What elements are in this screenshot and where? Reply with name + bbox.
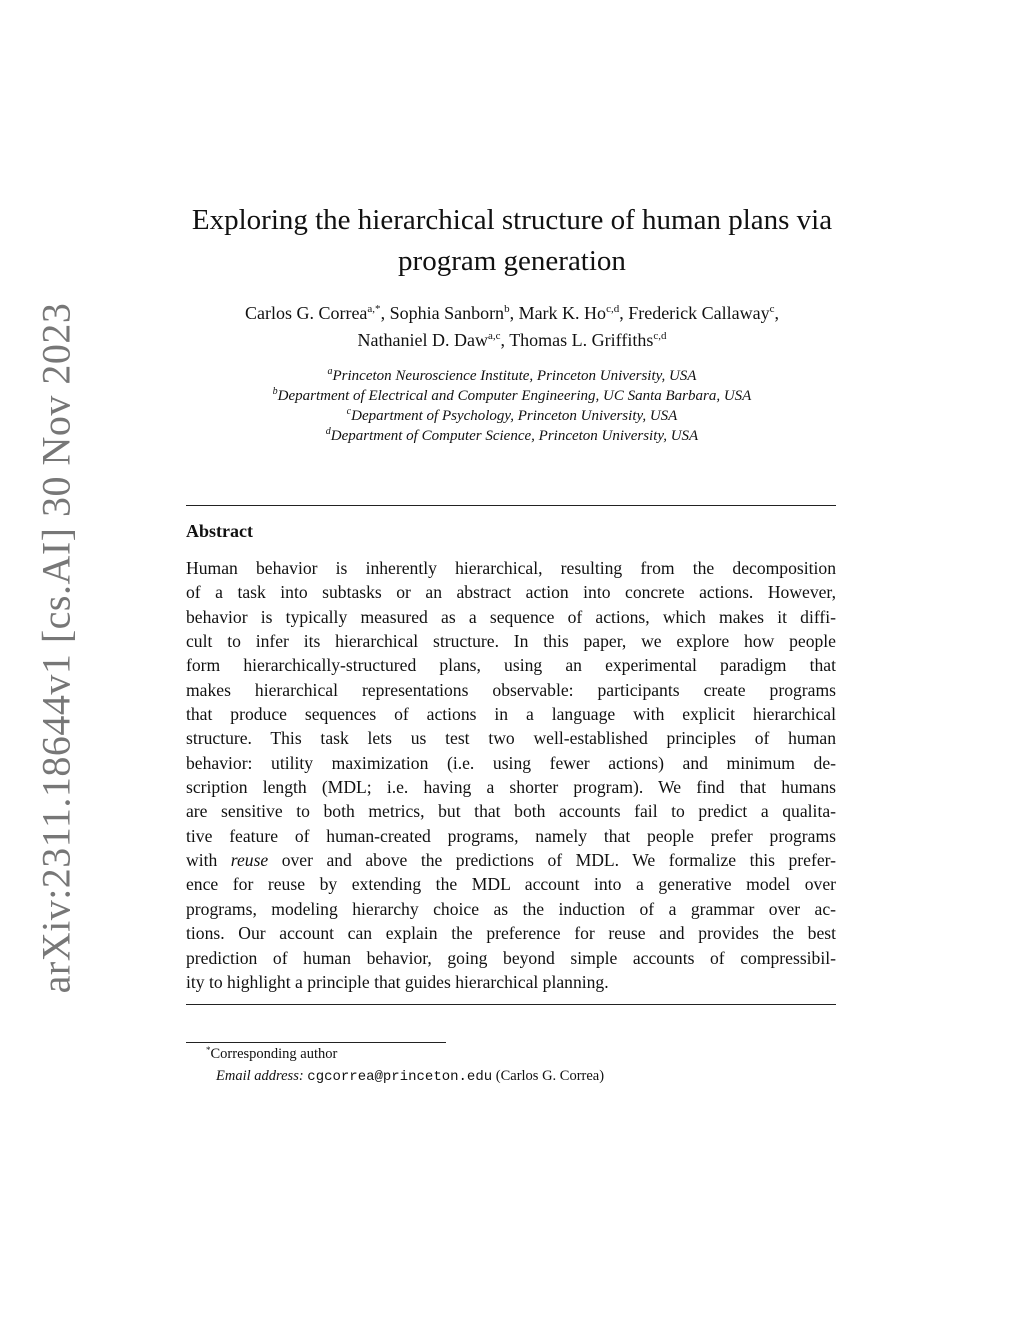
abstract-line: scription length (MDL; i.e. having a shorter program). We find that humans <box>186 777 836 798</box>
footnote-email <box>216 1066 604 1087</box>
author-affil-mark: c <box>769 303 775 315</box>
author-affil-mark: c,d <box>653 330 667 342</box>
author-affil-mark: b <box>504 303 510 315</box>
abstract-line: makes hierarchical representations observable: participants create programs <box>186 679 836 700</box>
title-line-2: program generation <box>398 245 626 277</box>
author-affil-mark: a,c <box>487 330 501 342</box>
reuse-emphasis: reuse <box>230 850 269 871</box>
abstract-line: of a task into subtasks or an abstract action into concrete actions. However, <box>186 582 836 603</box>
abstract-body <box>186 556 836 994</box>
author-list: Carlos G. Correa$^{a,*}$, Sophia Sanborn$^b$, Mark K. Ho$^{c,d}$, Frederick Callaway$^c$, Nathaniel D. Daw$^{a,c}$, Thomas L. Griffiths$^{c,d}$ <box>244 303 780 350</box>
author-name: Frederick Callaway <box>628 303 770 323</box>
abstract-line: cult to infer its hierarchical structure. In this paper, we explore how people <box>186 631 836 652</box>
email-label: Email address: <box>216 1068 304 1084</box>
footnote-rule <box>186 1042 446 1043</box>
abstract-line: ence for reuse by extending the MDL account into a generative model over <box>186 874 836 895</box>
author-name: Carlos G. Correa <box>244 303 368 323</box>
affiliations <box>150 366 874 446</box>
abstract-line: ity to highlight a principle that guides hierarchical planning. <box>186 971 609 992</box>
affiliation-c: $^c$Department of Psychology, Princeton University, USA <box>346 406 678 424</box>
author-name: Sophia Sanborn <box>389 303 505 323</box>
title-line-1: Exploring the hierarchical structure of human plans via <box>191 204 833 236</box>
footnote-corresponding: *Corresponding author <box>206 1045 338 1062</box>
author-affil-mark: a,* <box>367 303 381 315</box>
abstract-line: behavior: utility maximization (i.e. using fewer actions) and minimum de- <box>186 752 836 773</box>
abstract-heading: Abstract <box>186 521 253 541</box>
footnote-mark: * <box>206 1045 211 1055</box>
affiliation-b: $^b$Department of Electrical and Computer Engineering, UC Santa Barbara, USA <box>272 386 752 404</box>
email-address[interactable]: cgcorrea@princeton.edu <box>307 1069 493 1085</box>
affiliation-a: $^a$Princeton Neuroscience Institute, Princeton University, USA <box>327 366 697 384</box>
abstract-line: tions. Our account can explain the preference for reuse and provides the best <box>186 923 836 944</box>
author-name: Thomas L. Griffiths <box>509 330 654 350</box>
abstract-line: Human behavior is inherently hierarchical, resulting from the decomposition <box>186 558 836 578</box>
abstract-line: behavior is typically measured as a sequence of actions, which makes it diffi- <box>186 606 836 627</box>
abstract-line: form hierarchically-structured plans, using an experimental paradigm that <box>186 655 836 676</box>
paper-title <box>150 200 874 282</box>
author-name: Mark K. Ho <box>518 303 607 323</box>
arxiv-identifier: arXiv:2311.18644v1 [cs.AI] 30 Nov 2023 <box>33 302 79 994</box>
abstract-line: that produce sequences of actions in a language with explicit hierarchical <box>186 704 836 725</box>
abstract-bottom-rule <box>186 1004 836 1005</box>
affiliation-d: $^d$Department of Computer Science, Princeton University, USA <box>325 426 699 444</box>
abstract-top-rule <box>186 505 836 506</box>
abstract-line: prediction of human behavior, going beyond simple accounts of compressibil- <box>186 947 836 968</box>
abstract-line-reuse: with reuse over and above the predictions of MDL. We formalize this prefer- <box>186 850 836 871</box>
author-name: Nathaniel D. Daw <box>357 330 488 350</box>
abstract-line: structure. This task lets us test two well-established principles of human <box>186 728 836 749</box>
abstract-line: are sensitive to both metrics, but that both accounts fail to predict a qualita- <box>186 801 836 822</box>
abstract-line: tive feature of human-created programs, namely that people prefer programs <box>186 825 836 846</box>
email-owner: (Carlos G. Correa) <box>495 1068 605 1084</box>
author-affil-mark: c,d <box>606 303 620 315</box>
abstract-line: programs, modeling hierarchy choice as the induction of a grammar over ac- <box>186 898 836 919</box>
